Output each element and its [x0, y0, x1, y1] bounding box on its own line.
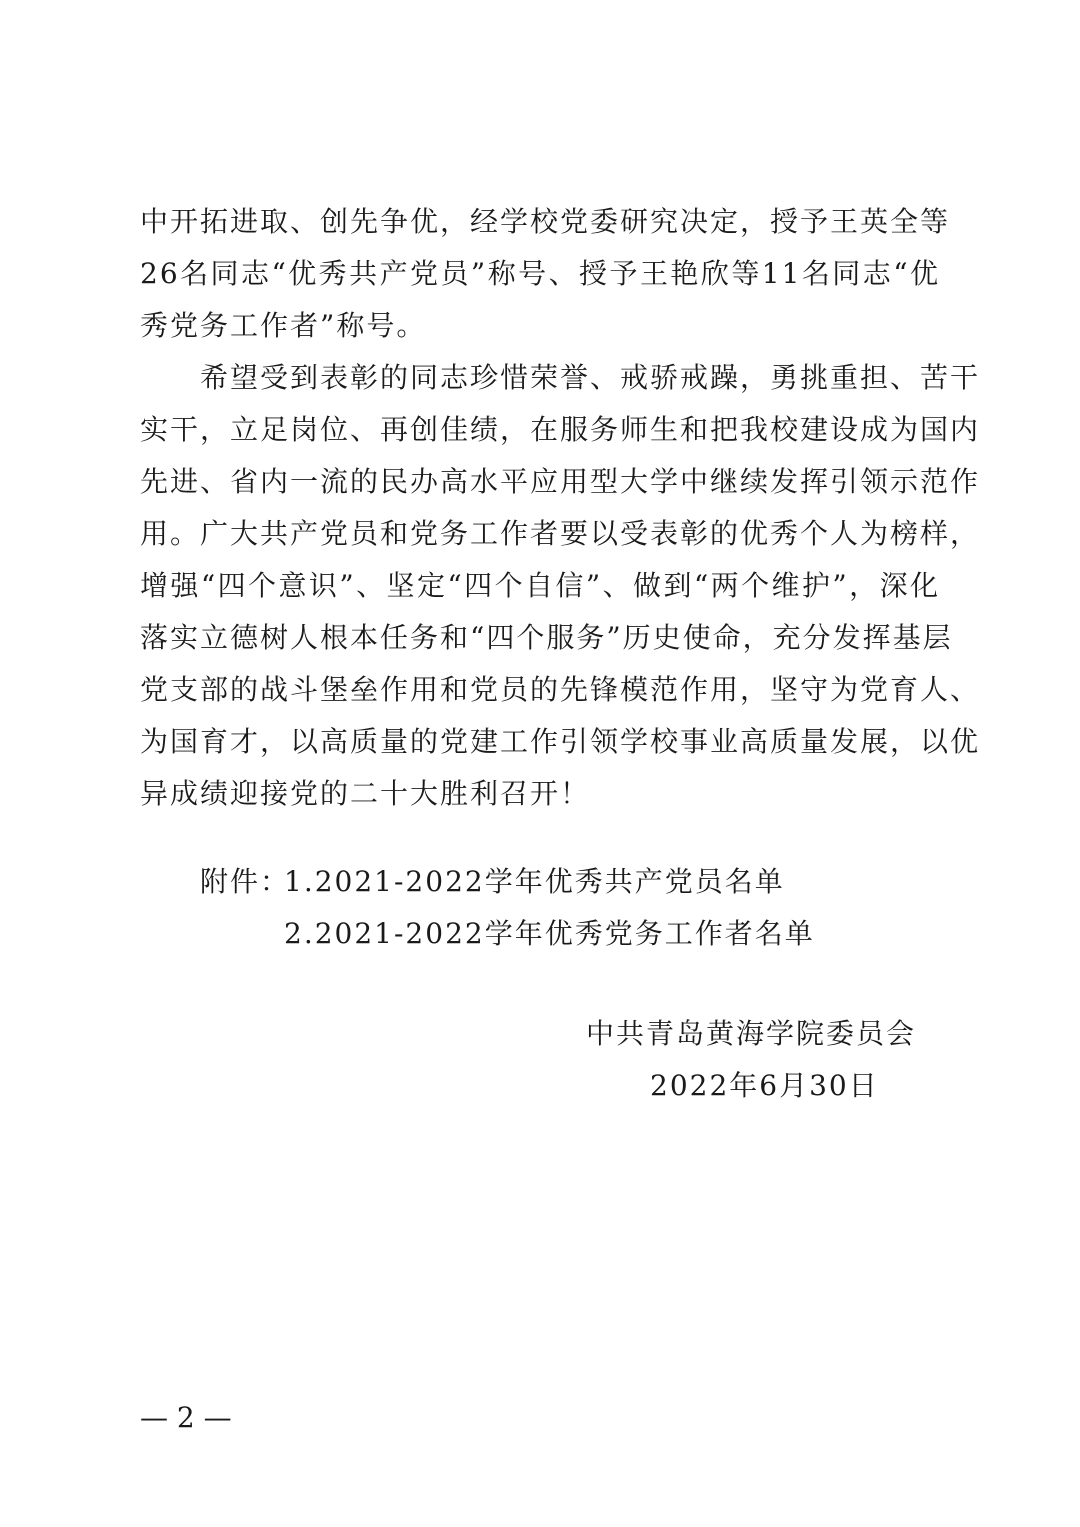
body-line-11: 为国育才，以高质量的党建工作引领学校事业高质量发展，以优 [140, 725, 981, 758]
body-line-3: 秀党务工作者”称号。 [140, 309, 427, 342]
body-line-10: 党支部的战斗堡垒作用和党员的先锋模范作用，坚守为党育人、 [140, 673, 981, 706]
body-line-7: 用。广大共产党员和党务工作者要以受表彰的优秀个人为榜样， [140, 517, 981, 550]
body-line-1: 中开拓进取、创先争优，经学校党委研究决定，授予王英全等 [140, 205, 951, 238]
attachment-label: 附件： [200, 865, 291, 898]
body-line-12: 异成绩迎接党的二十大胜利召开！ [140, 777, 591, 810]
body-line-5: 实干，立足岗位、再创佳绩，在服务师生和把我校建设成为国内 [140, 413, 981, 446]
body-line-9: 落实立德树人根本任务和“四个服务”历史使命，充分发挥基层 [140, 621, 953, 654]
body-line-8: 增强“四个意识”、坚定“四个自信”、做到“两个维护”，深化 [140, 569, 940, 602]
attachment-item-2: 2.2021-2022学年优秀党务工作者名单 [284, 917, 815, 950]
body-line-6: 先进、省内一流的民办高水平应用型大学中继续发挥引领示范作 [140, 465, 981, 498]
body-line-2: 26名同志“优秀共产党员”称号、授予王艳欣等11名同志“优 [140, 257, 940, 290]
page-number: — 2 — [140, 1401, 232, 1434]
signature-organization: 中共青岛黄海学院委员会 [586, 1017, 917, 1050]
signature-date: 2022年6月30日 [650, 1069, 879, 1102]
attachment-item-1: 1.2021-2022学年优秀共产党员名单 [284, 865, 785, 898]
body-line-4: 希望受到表彰的同志珍惜荣誉、戒骄戒躁，勇挑重担、苦干 [200, 361, 981, 394]
